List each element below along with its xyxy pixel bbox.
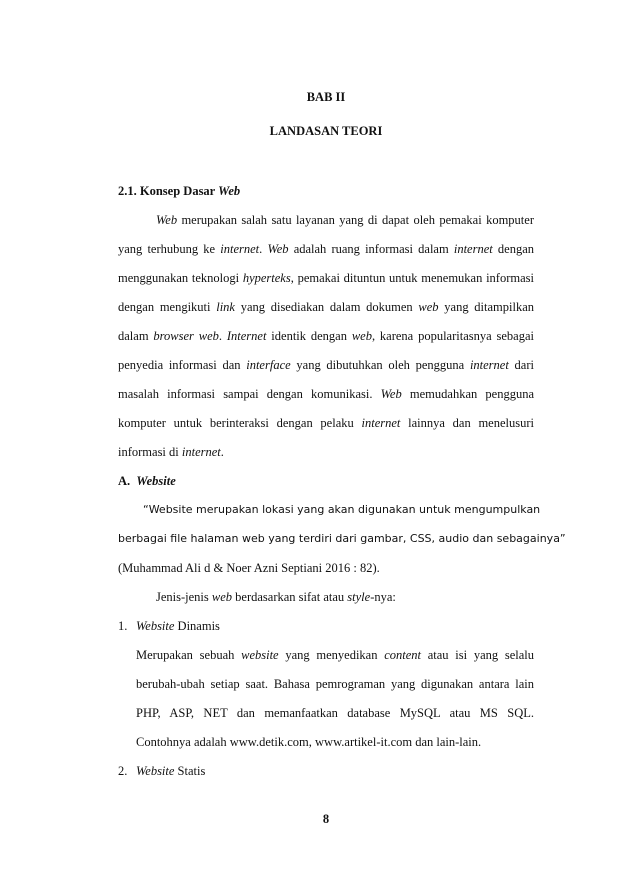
item2-title: Website Statis [136, 764, 206, 778]
item1-line4: Contohnya adalah www.detik.com, www.artikel-it.com dan lain-lain. [136, 735, 482, 749]
item1-number: 1. [118, 619, 128, 633]
item1-line2: berubah-ubah setiap saat. Bahasa pemrograman yang digunakan antara lain [136, 677, 534, 691]
para1-line1: Web merupakan salah satu layanan yang di dapat oleh pemakai komputer [156, 213, 534, 227]
chapter-heading: BAB II [306, 90, 346, 104]
item2-number: 2. [118, 764, 128, 778]
para1-line2: yang terhubung ke internet. Web adalah ruang informasi dalam internet dengan [118, 242, 535, 256]
para1-line4: dengan mengikuti link yang disediakan dalam dokumen web yang ditampilkan [118, 300, 534, 314]
quote-line1: “Website merupakan lokasi yang akan digunakan untuk mengumpulkan [143, 503, 541, 516]
para1-line6: penyedia informasi dan interface yang dibutuhkan oleh pengguna internet dari [118, 358, 534, 372]
para1-line8: komputer untuk berinteraksi dengan pelaku internet lainnya dan menelusuri [118, 416, 534, 430]
subsection-a-heading: A. Website [118, 474, 176, 488]
para1-line3: menggunakan teknologi hyperteks, pemakai dituntun untuk menemukan informasi [118, 271, 534, 285]
jenis-line: Jenis-jenis web berdasarkan sifat atau style-nya: [156, 590, 396, 604]
page-number: 8 [322, 812, 330, 826]
item1-line1: Merupakan sebuah website yang menyedikan content atau isi yang selalu [136, 648, 535, 662]
quote-line2: berbagai file halaman web yang terdiri dari gambar, CSS, audio dan sebagainya” [118, 532, 566, 545]
para1-line9: informasi di internet. [118, 445, 224, 459]
chapter-title: LANDASAN TEORI [269, 124, 383, 138]
para1-line5: dalam browser web. Internet identik dengan web, karena popularitasnya sebagai [118, 329, 534, 343]
quote-citation: (Muhammad Ali d & Noer Azni Septiani 2016 : 82). [118, 561, 380, 575]
section-heading: 2.1. Konsep Dasar Web [118, 184, 241, 198]
item1-line3: PHP, ASP, NET dan memanfaatkan database MySQL atau MS SQL. [136, 706, 534, 720]
para1-line7: masalah informasi sampai dengan komunikasi. Web memudahkan pengguna [118, 387, 535, 401]
item1-title: Website Dinamis [136, 619, 220, 633]
